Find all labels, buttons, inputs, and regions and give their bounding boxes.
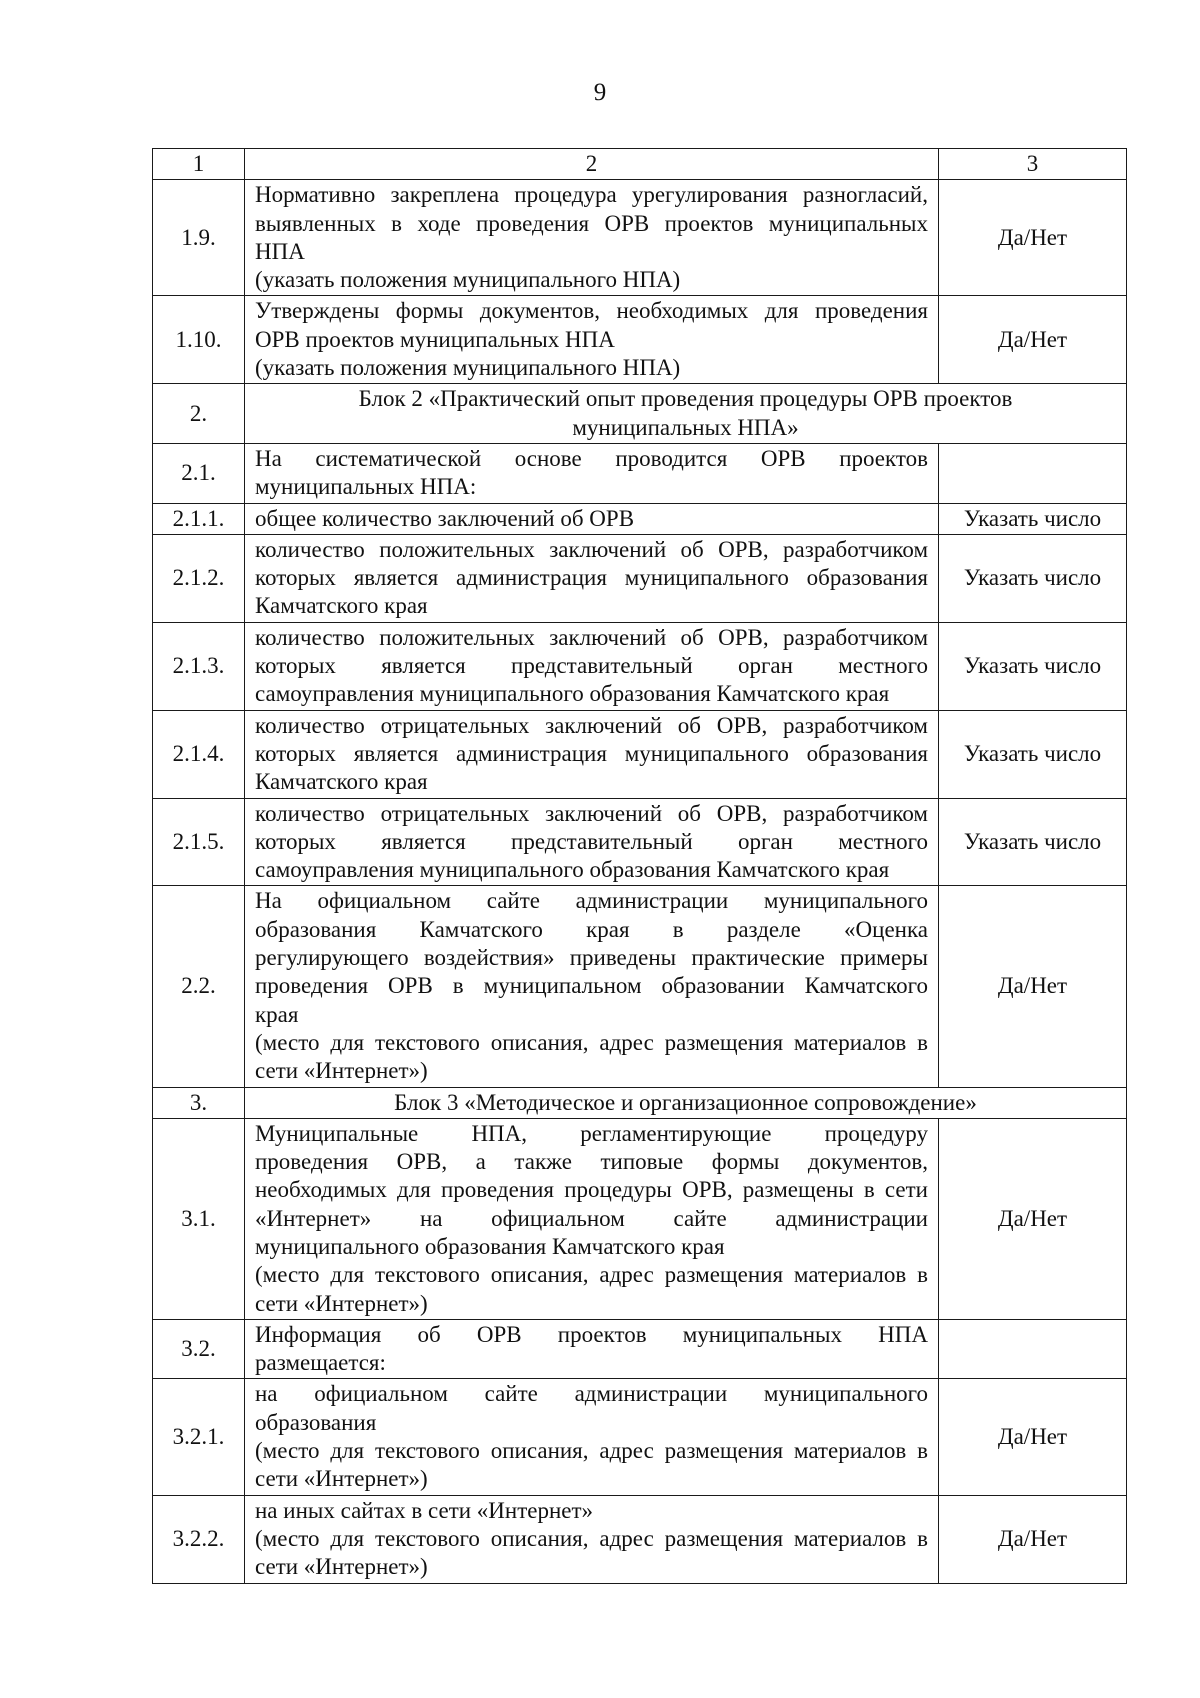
- table-row: [153, 503, 1127, 534]
- text-line: на иных сайтах в сети «Интернет»: [255, 1497, 594, 1523]
- header-col-1: 1: [153, 149, 245, 180]
- text-line: количество положительных заключений об ОРВ, разработчиком: [255, 624, 928, 650]
- text-line: сети «Интернет»): [255, 1058, 428, 1084]
- block-title: [245, 1087, 1127, 1118]
- text-line: (место для текстового описания, адрес размещения материалов в: [255, 1525, 928, 1551]
- text-line: (место для текстового описания, адрес размещения материалов в: [255, 1438, 928, 1464]
- row-answer: Да/Нет: [939, 1495, 1127, 1583]
- assessment-table: [152, 148, 1127, 1584]
- table-row: [153, 443, 1127, 503]
- row-number: 3.2.2.: [153, 1495, 245, 1583]
- text-line: муниципального образования Камчатского края: [255, 1233, 725, 1259]
- row-description: [245, 1118, 939, 1319]
- text-line: (место для текстового описания, адрес размещения материалов в: [255, 1029, 928, 1055]
- table-row: [153, 1495, 1127, 1583]
- row-answer: [939, 443, 1127, 503]
- text-line: муниципальных НПА»: [572, 414, 799, 440]
- row-number: 1.10.: [153, 296, 245, 384]
- row-description: [245, 886, 939, 1087]
- text-line: образования: [255, 1409, 377, 1435]
- text-line: Нормативно закреплена процедура урегулирования разногласий,: [255, 182, 928, 208]
- row-answer: Указать число: [939, 798, 1127, 886]
- text-line: Муниципальные НПА, регламентирующие процедуру: [255, 1120, 928, 1146]
- row-number: 2.1.5.: [153, 798, 245, 886]
- table-header-row: [153, 149, 1127, 180]
- text-line: образования Камчатского края в разделе «Оценка: [255, 916, 928, 942]
- text-line: (указать положения муниципального НПА): [255, 355, 681, 381]
- row-number: 3.: [153, 1087, 245, 1118]
- text-line: необходимых для проведения процедуры ОРВ, размещены в сети: [255, 1177, 928, 1203]
- block-title: [245, 384, 1127, 444]
- row-description: [245, 503, 939, 534]
- text-line: сети «Интернет»): [255, 1290, 428, 1316]
- page-number: 9: [593, 79, 607, 106]
- row-description: [245, 296, 939, 384]
- text-line: НПА: [255, 238, 305, 264]
- text-line: Утверждены формы документов, необходимых для проведения: [255, 298, 928, 324]
- text-line: количество положительных заключений об ОРВ, разработчиком: [255, 536, 928, 562]
- table-row: [153, 534, 1127, 622]
- text-line: Камчатского края: [255, 769, 428, 795]
- table-row: [153, 180, 1127, 296]
- row-number: 3.2.1.: [153, 1379, 245, 1495]
- text-line: сети «Интернет»): [255, 1466, 428, 1492]
- text-line: самоуправления муниципального образования Камчатского края: [255, 681, 890, 707]
- text-line: На систематической основе проводится ОРВ проектов: [255, 445, 928, 471]
- text-line: Камчатского края: [255, 593, 428, 619]
- text-line: выявленных в ходе проведения ОРВ проектов муниципальных: [255, 210, 928, 236]
- row-answer: Указать число: [939, 710, 1127, 798]
- text-line: размещается:: [255, 1350, 386, 1376]
- text-line: муниципальных НПА:: [255, 474, 477, 500]
- row-answer: Да/Нет: [939, 180, 1127, 296]
- row-answer: Да/Нет: [939, 296, 1127, 384]
- row-number: 3.1.: [153, 1118, 245, 1319]
- text-line: Блок 3 «Методическое и организационное сопровождение»: [394, 1089, 977, 1115]
- text-line: количество отрицательных заключений об ОРВ, разработчиком: [255, 800, 928, 826]
- row-answer: [939, 1319, 1127, 1379]
- row-description: [245, 180, 939, 296]
- block-row: [153, 1087, 1127, 1118]
- row-description: [245, 443, 939, 503]
- table-row: [153, 798, 1127, 886]
- row-description: [245, 1319, 939, 1379]
- text-line: которых является администрация муниципального образования: [255, 740, 928, 766]
- row-number: 1.9.: [153, 180, 245, 296]
- row-answer: Указать число: [939, 534, 1127, 622]
- row-number: 2.1.1.: [153, 503, 245, 534]
- text-line: «Интернет» на официальном сайте администрации: [255, 1205, 928, 1231]
- row-answer: Да/Нет: [939, 1379, 1127, 1495]
- text-line: (место для текстового описания, адрес размещения материалов в: [255, 1262, 928, 1288]
- text-line: количество отрицательных заключений об ОРВ, разработчиком: [255, 712, 928, 738]
- row-answer: Указать число: [939, 622, 1127, 710]
- row-number: 2.1.: [153, 443, 245, 503]
- text-line: регулирующего воздействия» приведены практические примеры: [255, 945, 928, 971]
- text-line: которых является представительный орган местного: [255, 828, 928, 854]
- row-description: [245, 1379, 939, 1495]
- table-row: [153, 1118, 1127, 1319]
- row-number: 2.1.4.: [153, 710, 245, 798]
- text-line: которых является администрация муниципального образования: [255, 565, 928, 591]
- table-row: [153, 886, 1127, 1087]
- text-line: общее количество заключений об ОРВ: [255, 505, 635, 531]
- row-description: [245, 710, 939, 798]
- row-description: [245, 798, 939, 886]
- row-number: 2.2.: [153, 886, 245, 1087]
- text-line: проведения ОРВ в муниципальном образовании Камчатского: [255, 973, 928, 999]
- table-row: [153, 296, 1127, 384]
- row-description: [245, 1495, 939, 1583]
- block-row: [153, 384, 1127, 444]
- text-line: на официальном сайте администрации муниципального: [255, 1381, 928, 1407]
- row-number: 2.1.3.: [153, 622, 245, 710]
- row-answer: Да/Нет: [939, 1118, 1127, 1319]
- text-line: которых является представительный орган местного: [255, 653, 928, 679]
- row-description: [245, 622, 939, 710]
- text-line: ОРВ проектов муниципальных НПА: [255, 326, 615, 352]
- row-answer: Указать число: [939, 503, 1127, 534]
- text-line: Блок 2 «Практический опыт проведения процедуры ОРВ проектов: [358, 386, 1013, 412]
- text-line: самоуправления муниципального образования Камчатского края: [255, 857, 890, 883]
- row-answer: Да/Нет: [939, 886, 1127, 1087]
- table-row: [153, 1379, 1127, 1495]
- row-number: 2.1.2.: [153, 534, 245, 622]
- text-line: проведения ОРВ, а также типовые формы документов,: [255, 1149, 928, 1175]
- header-col-3: 3: [939, 149, 1127, 180]
- text-line: сети «Интернет»): [255, 1554, 428, 1580]
- text-line: Информация об ОРВ проектов муниципальных НПА: [255, 1321, 928, 1347]
- table-row: [153, 710, 1127, 798]
- text-line: края: [255, 1001, 299, 1027]
- table-row: [153, 622, 1127, 710]
- header-col-2: 2: [245, 149, 939, 180]
- text-line: (указать положения муниципального НПА): [255, 267, 681, 293]
- text-line: На официальном сайте администрации муниципального: [255, 888, 928, 914]
- row-number: 3.2.: [153, 1319, 245, 1379]
- table-row: [153, 1319, 1127, 1379]
- row-number: 2.: [153, 384, 245, 444]
- row-description: [245, 534, 939, 622]
